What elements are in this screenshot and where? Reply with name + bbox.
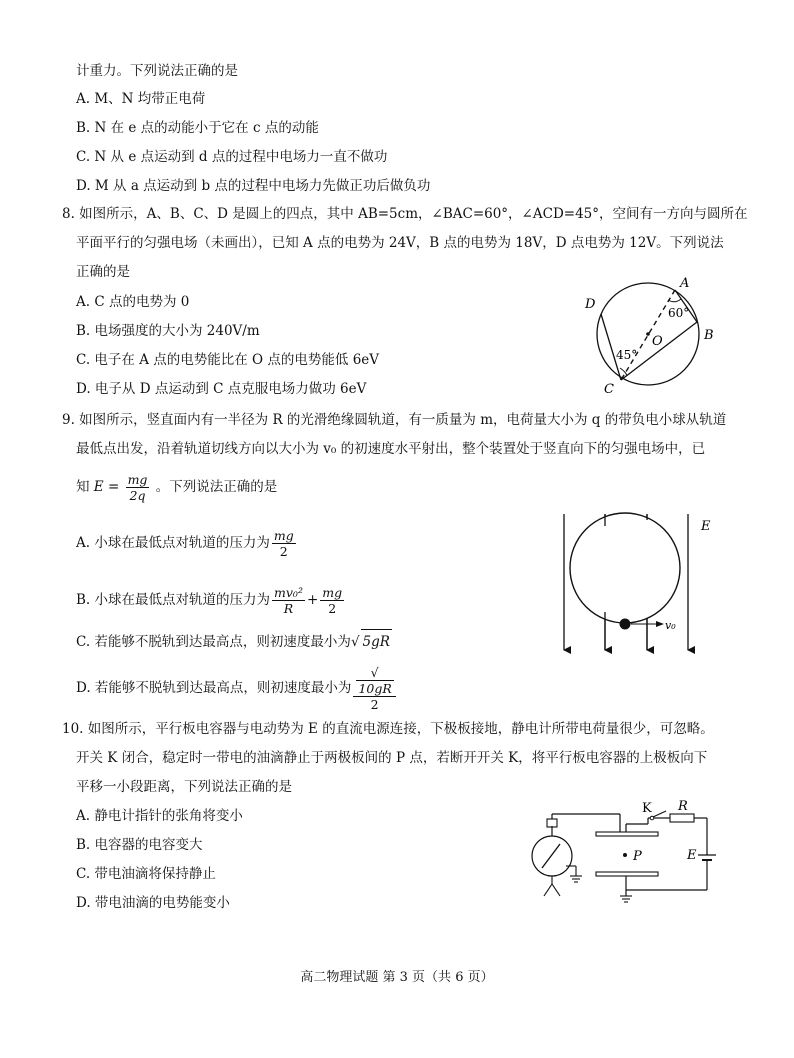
q9-option-a-den: 2 (279, 544, 288, 559)
q9-option-d-text: D. 若能够不脱轨到达最高点，则初速度最小为 (76, 680, 352, 696)
q7-option-a: A. M、N 均带正电荷 (76, 91, 206, 107)
q10-label-e: E (687, 848, 697, 863)
q8-label-b: B (704, 328, 714, 343)
q7-continuation: 计重力。下列说法正确的是 (76, 63, 238, 79)
q9-stem-known (76, 469, 277, 505)
q9-option-c-text: C. 若能够不脱轨到达最高点，则初速度最小为 (76, 634, 351, 650)
q9-known-e: E = (93, 479, 120, 495)
q7-option-b: B. N 在 e 点的动能小于它在 c 点的动能 (76, 120, 319, 136)
q9-option-d-fraction (353, 665, 395, 712)
q9-stem-line1: 9. 如图所示，竖直面内有一半径为 R 的光滑绝缘圆轨道，有一质量为 m，电荷量大小为 q 的带负电小球从轨道 (62, 412, 727, 428)
q8-label-d: D (585, 297, 596, 312)
q9-option-b-fraction2 (320, 585, 344, 616)
q9-known-den: 2q (129, 488, 146, 503)
q9-stem-line2: 最低点出发，沿着轨道切线方向以大小为 v₀ 的初速度水平射出，整个装置处于竖直向下的匀强电场中，已 (76, 441, 706, 457)
q9-option-a (76, 525, 298, 561)
q7-option-c: C. N 从 e 点运动到 d 点的过程中电场力一直不做功 (76, 149, 388, 165)
q9-known-pre: 知 (76, 479, 90, 495)
q8-label-o: O (652, 334, 663, 349)
q9-option-d-sqrt: 10gR (358, 681, 392, 696)
q9-option-b-plus: + (306, 592, 319, 608)
q9-option-b-den2: 2 (328, 601, 337, 616)
q8-angle-45: 45° (616, 348, 638, 362)
q9-option-d-den: 2 (370, 697, 379, 712)
q9-label-v0: v₀ (665, 619, 676, 632)
q9-known-post: 。下列说法正确的是 (155, 479, 278, 495)
q9-option-b (76, 580, 346, 620)
q10-option-b: B. 电容器的电容变大 (76, 837, 203, 853)
q10-stem-line2: 开关 K 闭合，稳定时一带电的油滴静止于两极板间的 P 点，若断开开关 K，将平行板电容器的上极板向下 (76, 750, 708, 766)
q10-label-k: K (642, 801, 652, 816)
q8-stem-line3: 正确的是 (76, 264, 130, 280)
q10-option-a: A. 静电计指针的张角将变小 (76, 808, 243, 824)
q10-stem-line1: 10. 如图所示，平行板电容器与电动势为 E 的直流电源连接，下极板接地，静电计所带电荷量很少，可忽略。 (62, 721, 714, 737)
q9-option-b-text: B. 小球在最低点对轨道的压力为 (76, 592, 271, 608)
q9-known-num: mg (127, 472, 148, 487)
q9-option-c-sqrt: 5gR (361, 629, 392, 654)
q9-field-figure (555, 508, 725, 658)
q8-stem-line2: 平面平行的匀强电场（未画出），已知 A 点的电势为 24V，B 点的电势为 18V，D 点电势为 12V。下列说法 (76, 235, 724, 251)
q9-option-b-den1: R (283, 601, 294, 616)
q8-circle-figure (580, 272, 730, 402)
q10-option-d: D. 带电油滴的电势能变小 (76, 895, 230, 911)
q10-option-c: C. 带电油滴将保持静止 (76, 866, 216, 882)
q8-stem-line1: 8. 如图所示，A、B、C、D 是圆上的四点，其中 AB=5cm，∠BAC=60°，∠ACD=45°，空间有一方向与圆所在 (62, 206, 748, 222)
q8-angle-60: 60° (668, 306, 690, 320)
q9-option-d-num: √ 10gR (353, 665, 395, 697)
q10-circuit-figure (522, 800, 722, 910)
q9-option-b-fraction1 (272, 585, 305, 616)
q9-label-e: E (701, 519, 711, 534)
q10-label-p: P (633, 849, 642, 864)
q10-label-r: R (678, 799, 688, 814)
q8-option-a: A. C 点的电势为 0 (76, 294, 190, 310)
q8-option-d: D. 电子从 D 点运动到 C 点克服电场力做功 6eV (76, 381, 367, 397)
q9-option-a-num: mg (273, 528, 294, 543)
q8-option-c: C. 电子在 A 点的电势能比在 O 点的电势能低 6eV (76, 352, 380, 368)
q8-option-b: B. 电场强度的大小为 240V/m (76, 323, 260, 339)
q10-stem-line3: 平移一小段距离，下列说法正确的是 (76, 779, 292, 795)
q9-option-b-num1: mv₀² (274, 585, 303, 600)
q7-option-d: D. M 从 a 点运动到 b 点的过程中电场力先做正功后做负功 (76, 178, 431, 194)
q8-label-c: C (604, 382, 614, 397)
q9-known-fraction (126, 472, 150, 503)
q9-option-a-fraction (272, 528, 296, 559)
q9-option-c: C. 若能够不脱轨到达最高点，则初速度最小为√ 5gR (76, 629, 392, 654)
q9-option-a-text: A. 小球在最低点对轨道的压力为 (76, 535, 270, 551)
q8-label-a: A (680, 276, 690, 291)
q9-option-d (76, 665, 398, 712)
q9-option-b-num2: mg (322, 585, 343, 600)
page-footer: 高二物理试题 第 3 页（共 6 页） (300, 970, 494, 985)
